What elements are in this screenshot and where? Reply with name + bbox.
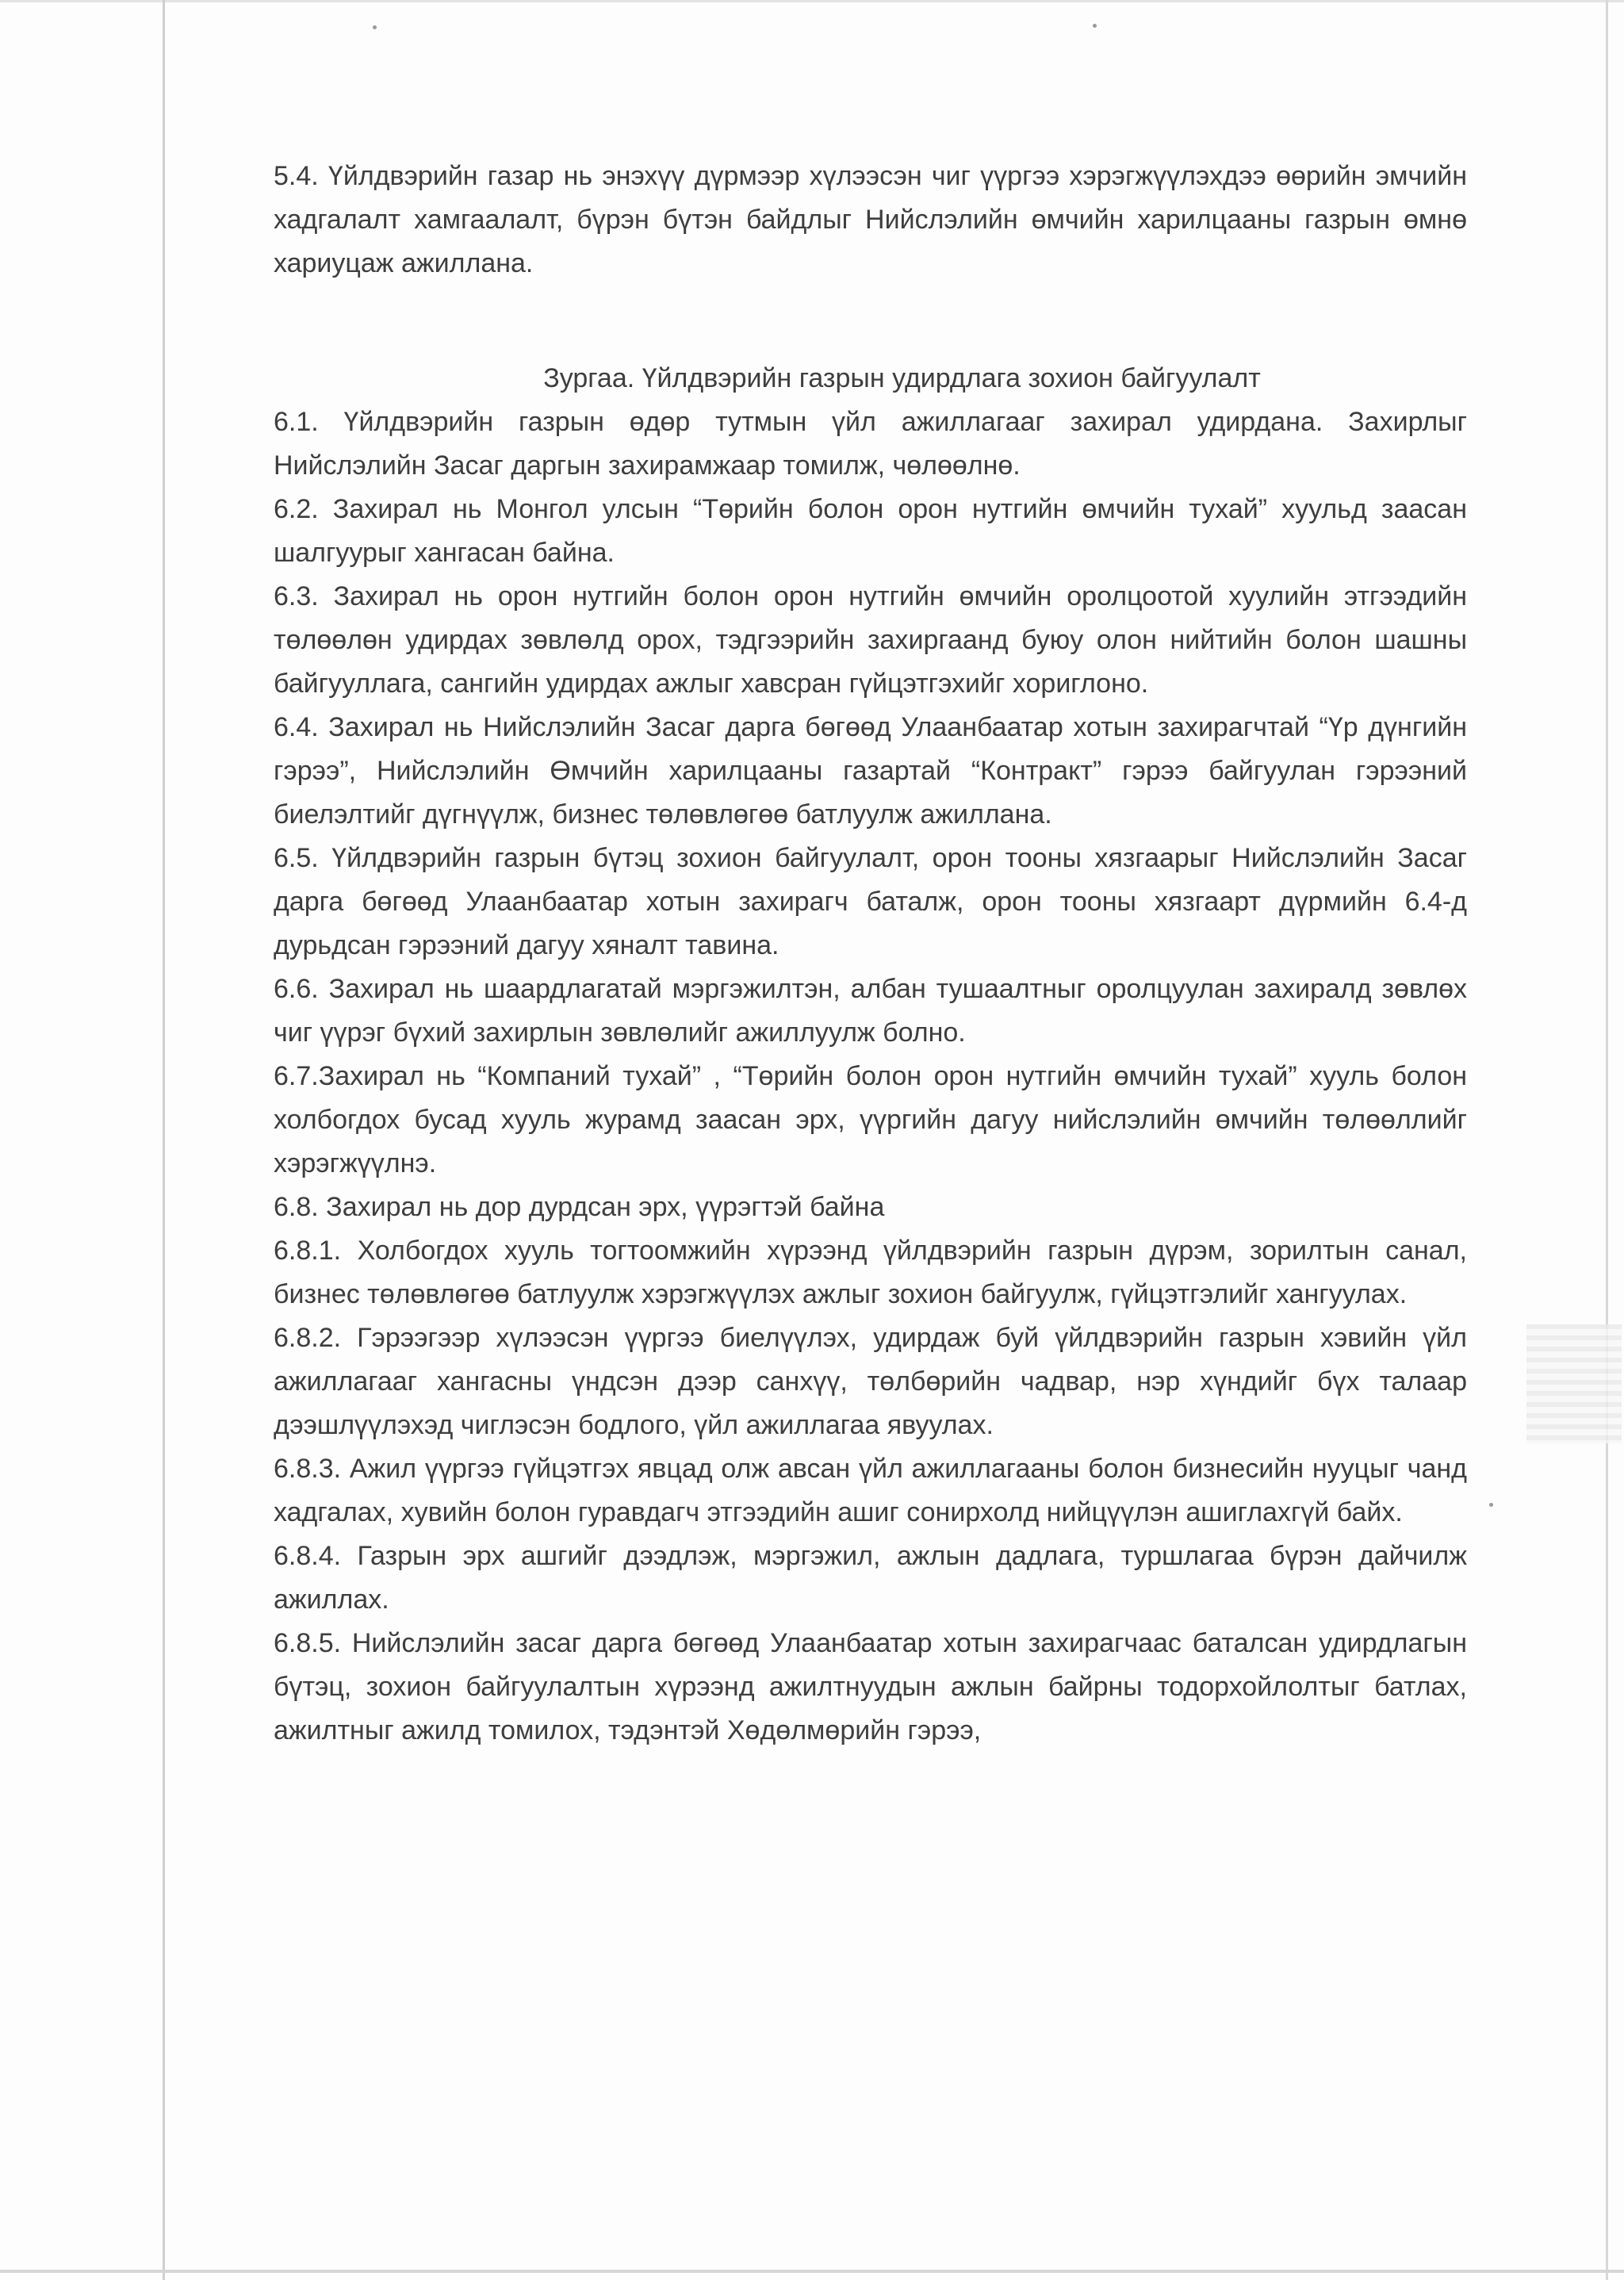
scan-edge-top — [0, 0, 1624, 2]
paragraph-6-8-3: 6.8.3. Ажил үүргээ гүйцэтгэх явцад олж авсан үйл ажиллагааны болон бизнесийн нууцыг чанд хадгалах, хувийн болон гуравдагч этгээдийн ашиг сонирхолд нийцүүлэн ашиглахгүй байх. — [274, 1454, 1467, 1527]
paragraph-6-4: 6.4. Захирал нь Нийслэлийн Засаг дарга бөгөөд Улаанбаатар хотын захирагчтай “Үр дүнгийн гэрээ”, Нийслэлийн Өмчийн харилцааны газартай “Контракт” гэрээ байгуулан гэрээний биелэлтийг дүгнүүлж, бизнес төлөвлөгөө батлуулж ажиллана. — [274, 712, 1467, 830]
paragraph-6-8-5: 6.8.5. Нийслэлийн засаг дарга бөгөөд Улаанбаатар хотын захирагчаас баталсан удирдлагын бүтэц, зохион байгуулалтын хүрээнд ажилтнуудын ажлын байрны тодорхойлолтыг батлах, ажилтныг ажилд томилох, тэдэнтэй Хөдөлмөрийн гэрээ, — [274, 1628, 1467, 1745]
scan-edge-left — [163, 0, 165, 2280]
scan-speck — [1093, 24, 1097, 28]
paragraph-6-1: 6.1. Үйлдвэрийн газрын өдөр тутмын үйл ажиллагааг захирал удирдана. Захирлыг Нийслэлийн Засаг даргын захирамжаар томилж, чөлөөлнө. — [274, 407, 1467, 481]
paragraph-5-4: 5.4. Үйлдвэрийн газар нь энэхүү дүрмээр хүлээсэн чиг үүргээ хэрэгжүүлэхдээ өөрийн эмчийн хадгалалт хамгаалалт, бүрэн бүтэн байдлыг Нийслэлийн өмчийн харилцааны газрын өмнө хариуцаж ажиллана. — [274, 161, 1467, 278]
paragraph-gap — [274, 285, 1467, 357]
paragraph-6-8: 6.8. Захирал нь дор дурдсан эрх, үүрэгтэй байна — [274, 1192, 885, 1222]
paragraph-6-5: 6.5. Үйлдвэрийн газрын бүтэц зохион байгуулалт, орон тооны хязгаарыг Нийслэлийн Засаг дарга бөгөөд Улаанбаатар хотын захирагч баталж, орон тооны хязгаарт дүрмийн 6.4-д дурьдсан гэрээний дагуу хяналт тавина. — [274, 843, 1467, 960]
paragraph-6-7: 6.7.Захирал нь “Компаний тухай” , “Төрийн болон орон нутгийн өмчийн тухай” хууль болон холбогдох бусад хууль журамд заасан эрх, үүргийн дагуу нийслэлийн өмчийн төлөөллийг хэрэгжүүлнэ. — [274, 1061, 1467, 1178]
scan-edge-right — [1606, 0, 1608, 2280]
scan-speck — [373, 25, 377, 29]
document-page — [274, 155, 1467, 1753]
scan-edge-bottom — [0, 2270, 1624, 2273]
paragraph-6-8-2: 6.8.2. Гэрээгээр хүлээсэн үүргээ биелүүлэх, удирдаж буй үйлдвэрийн газрын хэвийн үйл ажиллагааг хангасны үндсэн дээр санхүү, төлбөрийн чадвар, нэр хүндийг бүх талаар дээшлүүлэхэд чиглэсэн бодлого, үйл ажиллагаа явуулах. — [274, 1323, 1467, 1440]
paragraph-6-2: 6.2. Захирал нь Монгол улсын “Төрийн болон орон нутгийн өмчийн тухай” хуульд заасан шалгуурыг хангасан байна. — [274, 494, 1467, 568]
paragraph-6-3: 6.3. Захирал нь орон нутгийн болон орон нутгийн өмчийн оролцоотой хуулийн этгээдийн төлөөлөн удирдах зөвлөлд орох, тэдгээрийн захиргаанд буюу олон нийтийн болон шашны байгууллага, сангийн удирдах ажлыг хавсран гүйцэтгэхийг хориглоно. — [274, 581, 1467, 699]
section-heading: Зургаа. Үйлдвэрийн газрын удирдлага зохион байгуулалт — [543, 363, 1261, 393]
scan-smudge — [1526, 1324, 1622, 1443]
paragraph-6-8-4: 6.8.4. Газрын эрх ашгийг дээдлэж, мэргэжил, ажлын дадлага, туршлагаа бүрэн дайчилж ажиллах. — [274, 1541, 1467, 1615]
paragraph-6-8-1: 6.8.1. Холбогдох хууль тогтоомжийн хүрээнд үйлдвэрийн газрын дүрэм, зорилтын санал, бизнес төлөвлөгөө батлуулж хэрэгжүүлэх ажлыг зохион байгуулж, гүйцэтгэлийг хангуулах. — [274, 1236, 1467, 1309]
scan-speck — [1489, 1503, 1493, 1507]
paragraph-6-6: 6.6. Захирал нь шаардлагатай мэргэжилтэн, албан тушаалтныг оролцуулан захиралд зөвлөх чиг үүрэг бүхий захирлын зөвлөлийг ажиллуулж болно. — [274, 974, 1467, 1048]
